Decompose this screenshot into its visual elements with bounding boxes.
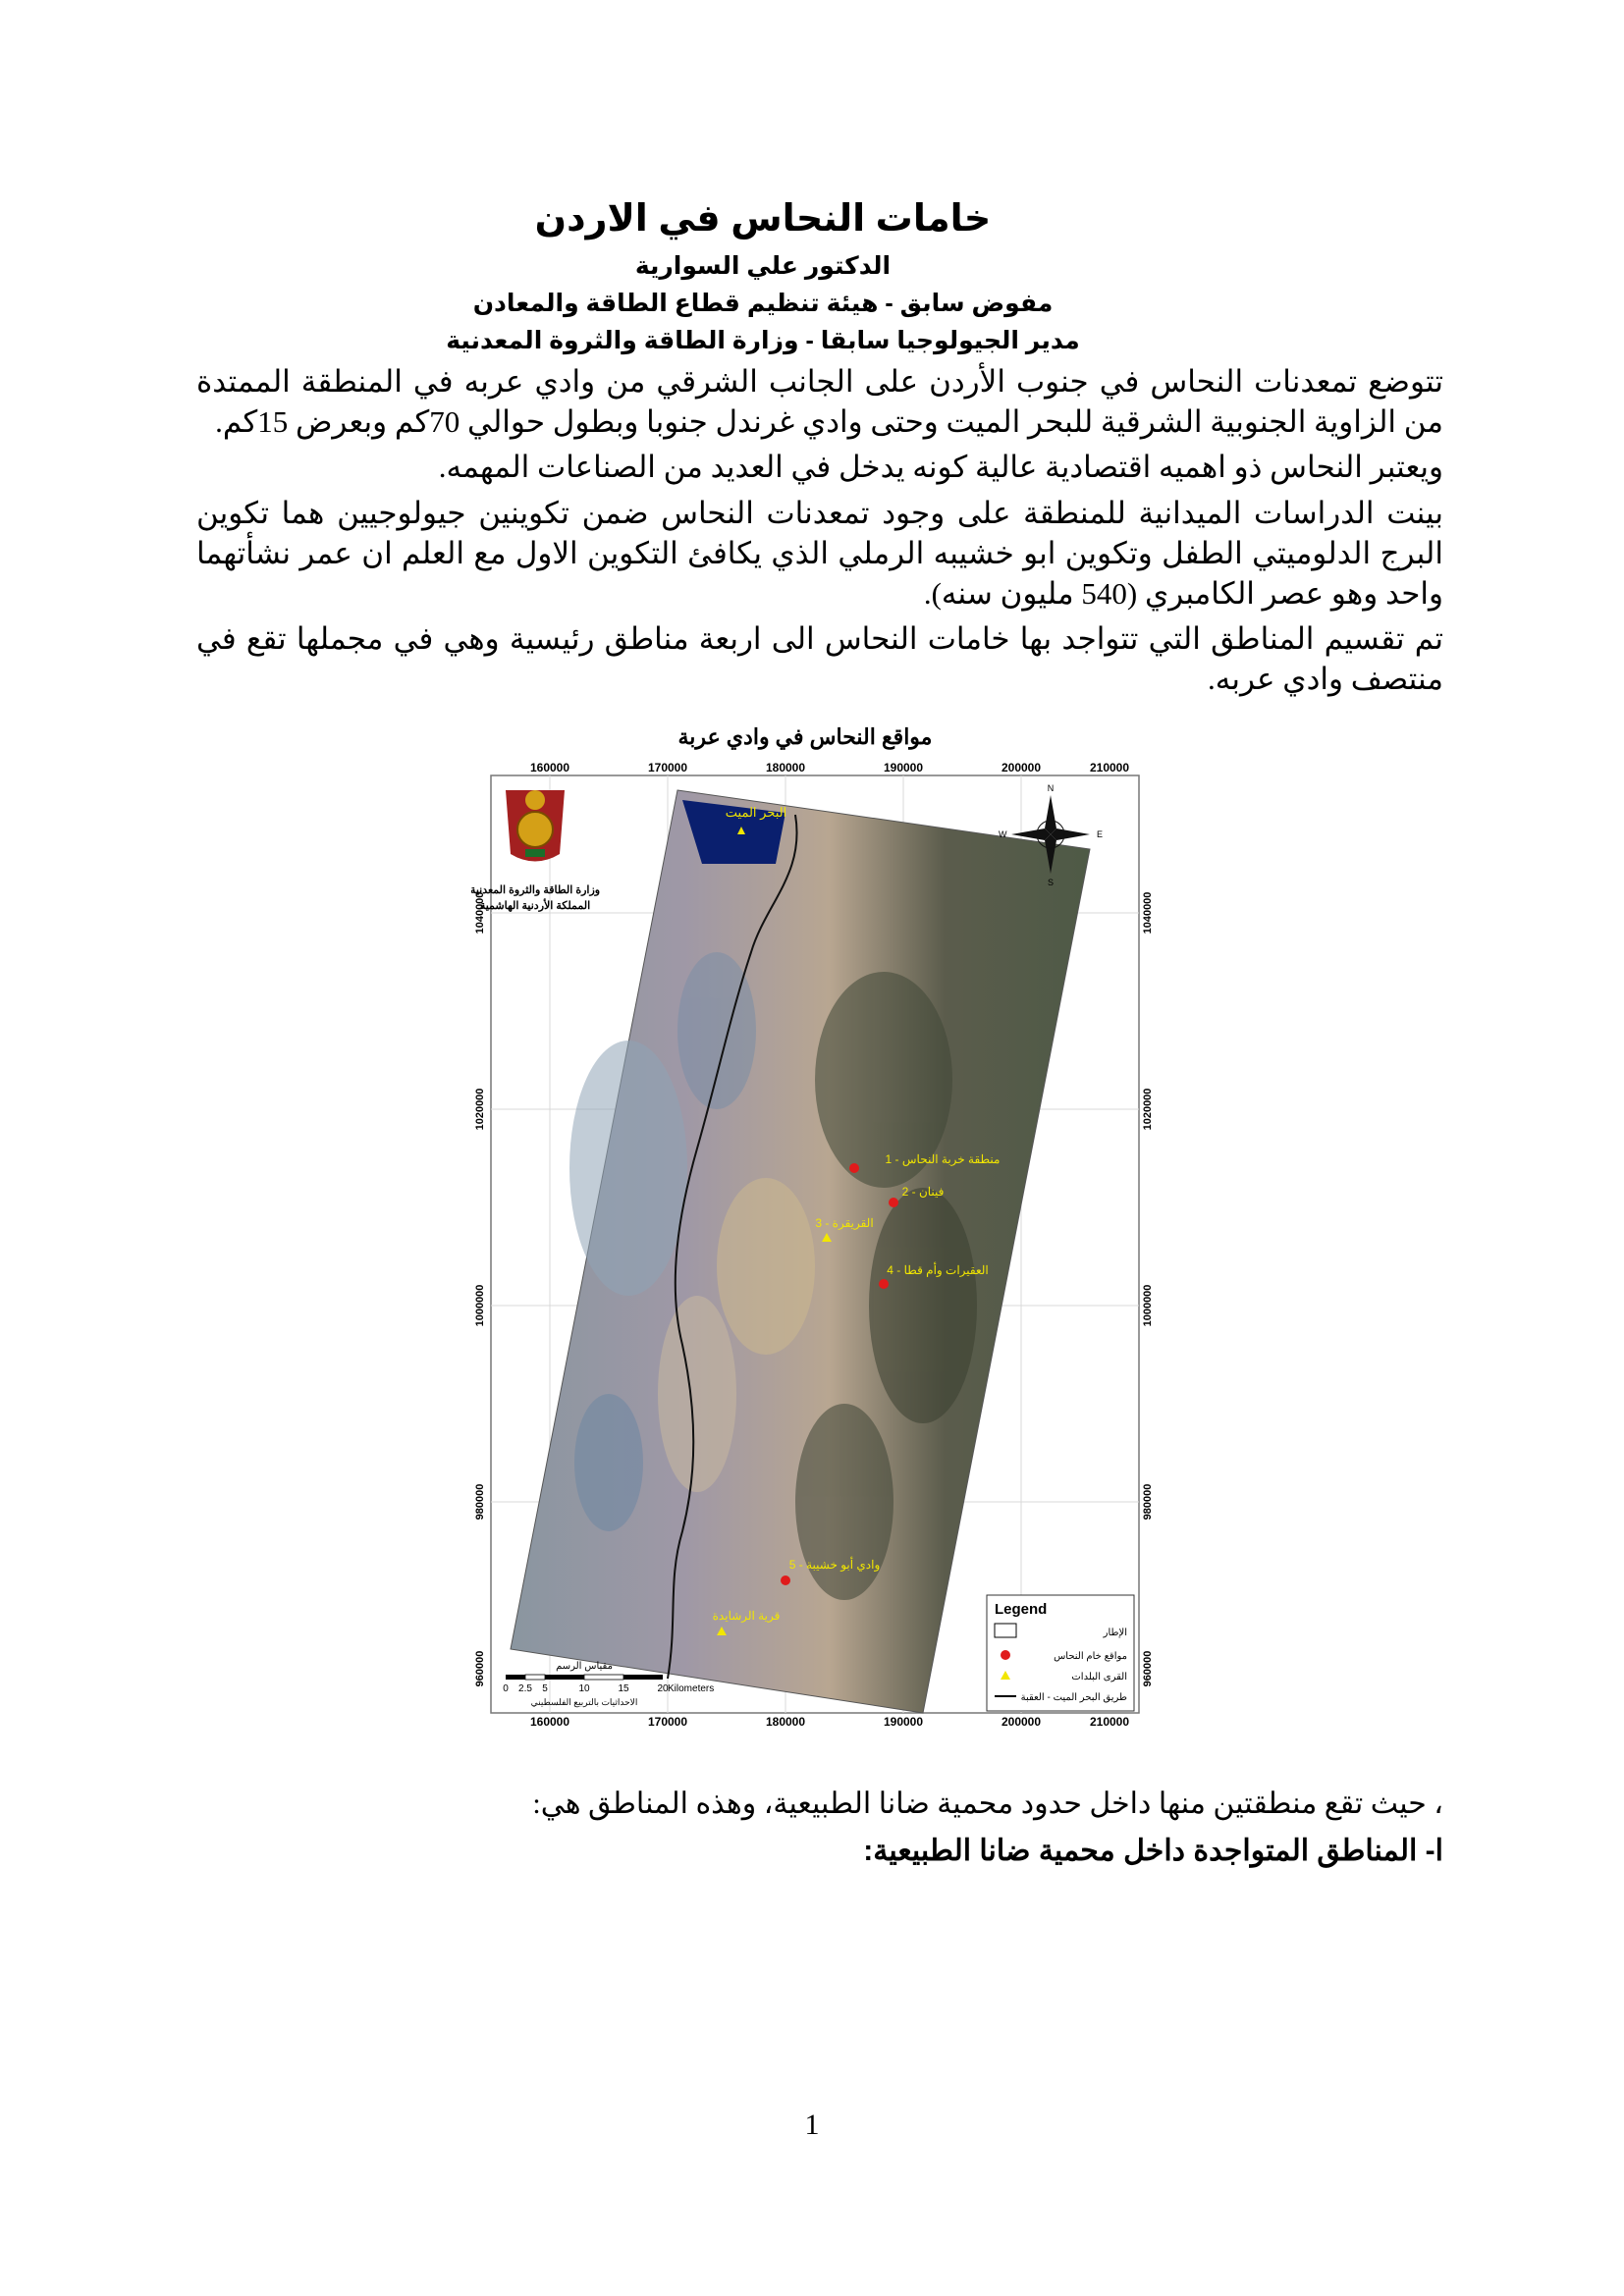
y-tick-label: 960000 — [1142, 1650, 1154, 1687]
x-tick-label: 210000 — [1089, 761, 1130, 774]
svg-text:W: W — [999, 829, 1007, 839]
svg-text:القرى البلدات: القرى البلدات — [1071, 1672, 1127, 1682]
document-title: خامات النحاس في الاردن — [534, 198, 992, 240]
svg-text:طريق البحر الميت - العقبة: طريق البحر الميت - العقبة — [1020, 1692, 1127, 1703]
x-tick-label: 160000 — [529, 761, 570, 774]
paragraph-importance: ويعتبر النحاس ذو اهميه اقتصادية عالية كونه يدخل في العديد من الصناعات المهمه. — [438, 450, 1443, 484]
paragraph-location: تتوضع تمعدنات النحاس في جنوب الأردن على الجانب الشرقي من وادي عربه في المنطقة الممتدة من الزاوية الجنوبية الشرقية للبحر الميت وحتى وادي غرندل جنوبا وبطول حوالي 70كم وبعرض 15كم. — [196, 364, 1443, 439]
paragraph-regions: تم تقسيم المناطق التي تتواجد بها خامات النحاس الى اربعة مناطق رئيسية وهي في مجملها تقع في منتصف وادي عربه. — [196, 621, 1443, 696]
x-tick-label: 200000 — [1001, 1715, 1042, 1728]
x-tick-label: 170000 — [647, 761, 688, 774]
ministry-emblem-icon — [506, 790, 565, 862]
y-tick-label: 960000 — [474, 1650, 486, 1687]
author-role-2: مدير الجيولوجيا سابقا - وزارة الطاقة والثروة المعدنية — [446, 327, 1080, 354]
svg-text:S: S — [1047, 878, 1055, 887]
x-tick-label: 170000 — [647, 1715, 688, 1728]
svg-text:مواقع خام النحاس: مواقع خام النحاس — [1054, 1651, 1127, 1662]
author-name: الدكتور علي السوارية — [634, 252, 892, 280]
map-legend — [987, 1595, 1134, 1711]
svg-text:Kilometers: Kilometers — [668, 1683, 715, 1694]
svg-text:الاحداثيات بالتربيع الفلسطيني: الاحداثيات بالتربيع الفلسطيني — [530, 1697, 638, 1707]
svg-text:2.5: 2.5 — [518, 1683, 532, 1694]
y-tick-label: 980000 — [1142, 1483, 1154, 1521]
ministry-name: وزارة الطاقة والثروة المعدنية — [471, 884, 601, 896]
svg-text:0: 0 — [503, 1683, 509, 1694]
kingdom-name: المملكة الأردنية الهاشمية — [479, 900, 591, 912]
copper-site-marker — [781, 1575, 790, 1585]
y-tick-label: 980000 — [474, 1483, 486, 1521]
legend-title: Legend — [995, 1601, 1048, 1618]
map-caption: مواقع النحاس في وادي عربة — [677, 724, 933, 749]
section-heading-dana: ا- المناطق المتواجدة داخل محمية ضانا الطبيعية: — [863, 1835, 1443, 1867]
site-label: 4 - العقيرات وأم قطا — [887, 1263, 989, 1277]
x-tick-label: 190000 — [883, 1715, 924, 1728]
site-label: 2 - فينان — [901, 1185, 945, 1199]
x-tick-label: 160000 — [529, 1715, 570, 1728]
y-tick-label: 1000000 — [474, 1284, 486, 1327]
x-tick-label: 210000 — [1089, 1715, 1130, 1728]
y-tick-label: 1040000 — [1142, 891, 1154, 934]
author-role-1: مفوض سابق - هيئة تنظيم قطاع الطاقة والمعادن — [472, 290, 1054, 317]
x-tick-label: 190000 — [883, 761, 924, 774]
svg-text:15: 15 — [618, 1683, 629, 1694]
y-tick-label: 1020000 — [474, 1088, 486, 1131]
copper-site-marker — [889, 1198, 898, 1207]
copper-site-marker — [849, 1163, 859, 1173]
site-label: قرية الرشايدة — [712, 1609, 781, 1623]
svg-text:20: 20 — [657, 1683, 669, 1694]
paragraph-geology: بينت الدراسات الميدانية للمنطقة على وجود تمعدنات النحاس ضمن تكوينين جيولوجيين هما تكوين البرج الدلوميتي الطفل وتكوين ابو خشيبه الرملي الذي يكافئ التكوين الاول مع العلم ان عمر نشأتهما واحد وهو عصر الكامبري (540 مليون سنه). — [196, 496, 1443, 611]
svg-text:N: N — [1047, 783, 1055, 793]
y-tick-label: 1000000 — [1142, 1284, 1154, 1327]
x-tick-label: 200000 — [1001, 761, 1042, 774]
x-tick-label: 180000 — [765, 1715, 806, 1728]
x-tick-label: 180000 — [765, 761, 806, 774]
y-tick-label: 1020000 — [1142, 1088, 1154, 1131]
site-label: 3 - القريقرة — [815, 1216, 874, 1230]
dead-sea-label: البحر الميت — [725, 805, 787, 820]
svg-text:5: 5 — [542, 1683, 548, 1694]
site-label: 5 - وادي أبو خشيبة — [788, 1558, 881, 1572]
copper-sites-map — [471, 756, 1159, 1728]
paragraph-regions-continued: ، حيث تقع منطقتين منها داخل حدود محمية ضانا الطبيعية، وهذه المناطق هي: — [532, 1788, 1443, 1820]
svg-text:مقياس الرسم: مقياس الرسم — [556, 1661, 613, 1672]
copper-site-marker — [879, 1279, 889, 1289]
site-label: 1 - منطقة خربة النحاس — [885, 1152, 1001, 1166]
svg-text:E: E — [1097, 829, 1104, 839]
svg-text:الإطار: الإطار — [1103, 1628, 1127, 1638]
svg-text:10: 10 — [578, 1683, 590, 1694]
y-tick-label: 1040000 — [474, 891, 486, 934]
page-number: 1 — [804, 2109, 820, 2141]
